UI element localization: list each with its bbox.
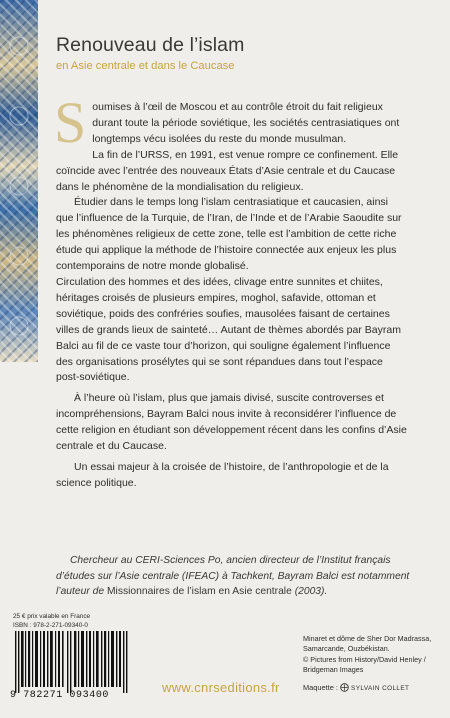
mosaic-photo-strip <box>0 0 38 362</box>
caption-line-2: Samarcande, Ouzbékistan. <box>303 644 390 654</box>
author-bio-year: (2003). <box>294 586 328 598</box>
blurb-paragraph-5: Un essai majeur à la croisée de l’histoire, de l’anthropologie et de la science politique. <box>56 460 389 489</box>
author-bio-text: Chercheur au CERI-Sciences Po, ancien directeur de l’Institut français d’études sur l’Asie centrale (IFEAC) à Tachkent, Bayram Balci est notamment l’auteur de <box>56 555 410 598</box>
blurb-paragraph-4: À l’heure où l’islam, plus que jamais divisé, suscite controverses et incompréhensions, Bayram Balci nous invite à reconsidérer l’influence de cette religion en étudiant son développement récent dans les confins d’Asie centrale et du Caucase. <box>56 392 407 453</box>
studio-name: SYLVAIN COLLET <box>351 685 410 692</box>
book-title: Renouveau de l’islam <box>56 34 245 56</box>
dropcap-letter: S <box>54 90 87 155</box>
barcode-number: 9 782271 093400 <box>10 690 110 701</box>
blurb-paragraph-1-cont: La fin de l’URSS, en 1991, est venue rompre ce confinement. Elle coïncide avec l’entrée des nouveaux États d’Asie centrale et du Caucase dans le phénomène de la mondialisation du religieux. <box>56 148 399 193</box>
book-subtitle: en Asie centrale et dans le Caucase <box>56 60 235 72</box>
minaret-mosaic-icon <box>4 6 34 356</box>
author-bio-book: Missionnaires de l’islam en Asie centrale <box>106 586 292 598</box>
blurb <box>54 90 408 492</box>
blurb-paragraph-2: Étudier dans le temps long l’islam centrasiatique et caucasien, ainsi que l’influence de la Turquie, de l’Iran, de l’Inde et de l’Arabie Saoudite sur les phénomènes religieux de cette zone, telle est l’ambition de cette riche étude qui applique la méthode de l’histoire connectée aux enjeux les plus contemporains de notre monde globalisé. <box>56 196 402 273</box>
caption-line-4: Bridgeman Images <box>303 665 364 675</box>
publisher-website: www.cnrseditions.fr <box>162 680 280 695</box>
photo-caption <box>303 634 443 676</box>
author-bio <box>56 553 412 600</box>
price-text: 25 € prix valable en France <box>13 613 91 620</box>
isbn-text: ISBN : 978-2-271-09340-0 <box>13 622 88 629</box>
studio-logo-icon <box>340 683 349 692</box>
blurb-paragraph-3: Circulation des hommes et des idées, clivage entre sunnites et chiites, héritages croisés de plusieurs empires, moghol, safavide, ottoman et soviétique, poids des confréries soufies, mausolées faisant de certaines villes de grands lieux de sainteté… Autant de thèmes abordés par Bayram Balci au fil de ce vaste tour d’horizon, qui souligne également l’influence des organisations prosélytes qui se sont répandues dans tout l’espace post-soviétique. <box>56 275 401 384</box>
blurb-paragraph-1-lead: oumises à l’œil de Moscou et au contrôle étroit du fait religieux durant toute la période soviétique, les sociétés centrasiatiques ont longtemps vécu isolées du reste du monde musulman. <box>92 101 400 145</box>
barcode-icon <box>13 631 133 693</box>
maquette-label: Maquette : <box>303 683 338 692</box>
blurb-paragraph-1 <box>54 90 408 155</box>
price-block <box>13 612 90 630</box>
caption-line-3: © Pictures from History/David Henley / <box>303 654 426 664</box>
design-credit <box>303 683 409 692</box>
caption-line-1: Minaret et dôme de Sher Dor Madrassa, <box>303 634 432 643</box>
